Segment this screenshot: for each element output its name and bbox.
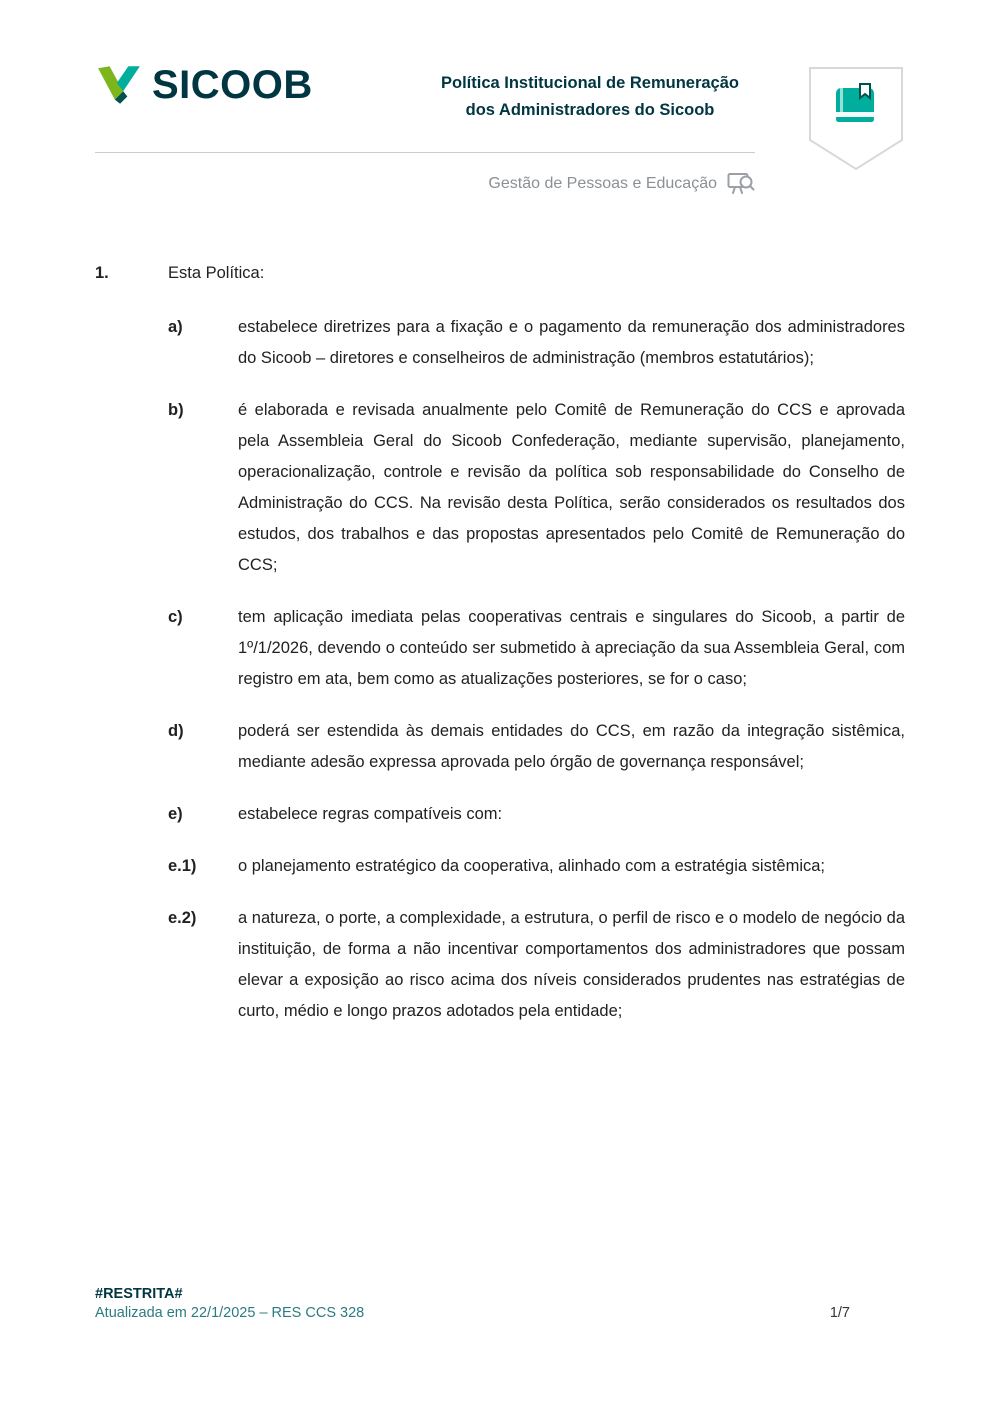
department-line — [95, 172, 755, 196]
policy-item-d — [168, 716, 905, 778]
policy-item-label: e.1) — [168, 857, 197, 875]
department-label: Gestão de Pessoas e Educação — [488, 175, 717, 192]
policy-item-label: b) — [168, 401, 184, 419]
policy-item-text: estabelece regras compatíveis com: — [238, 805, 503, 823]
sicoob-logo-text: SICOOB — [152, 63, 313, 107]
policy-item-label: e) — [168, 805, 183, 823]
policy-item-c — [168, 602, 905, 695]
sicoob-logo-icon — [95, 64, 143, 106]
document-title-line1: Política Institucional de Remuneração — [441, 74, 739, 92]
policy-item-text: tem aplicação imediata pelas cooperativas centrais e singulares do Sicoob, a partir de 1º/1/2026, devendo o conteúdo ser submetido à apreciação da sua Assembleia Geral, com registro em ata, bem como as atualizações posteriores, se for o caso; — [238, 608, 905, 688]
policy-item-text: é elaborada e revisada anualmente pelo Comitê de Remuneração do CCS e aprovada pela Assembleia Geral do Sicoob Confederação, mediante supervisão, planejamento, operacionalização, controle e revisão da política sob responsabilidade do Conselho de Administração do CCS. Na revisão desta Política, serão considerados os resultados dos estudos, dos trabalhos e das propostas apresentados pelo Comitê de Remuneração do CCS; — [238, 401, 905, 574]
header-divider — [95, 152, 755, 153]
document-title-line2: dos Administradores do Sicoob — [465, 101, 715, 119]
bookmark-badge-shape — [808, 66, 904, 172]
sicoob-logo — [95, 64, 313, 106]
page-footer — [95, 1286, 905, 1321]
section-title: Esta Política: — [168, 264, 265, 282]
policy-item-text: poderá ser estendida às demais entidades do CCS, em razão da integração sistêmica, mediante adesão expressa aprovada pelo órgão de governança responsável; — [238, 722, 905, 771]
page-number: 1/7 — [829, 1305, 850, 1321]
section-heading — [95, 258, 905, 289]
policy-item-e1 — [168, 851, 905, 882]
section-number: 1. — [95, 264, 109, 282]
policy-item-e — [168, 799, 905, 830]
bookmark-badge — [808, 66, 904, 172]
policy-item-label: a) — [168, 318, 183, 336]
policy-item-label: e.2) — [168, 909, 197, 927]
policy-item-a — [168, 312, 905, 374]
policy-item-label: d) — [168, 722, 184, 740]
policy-item-text: estabelece diretrizes para a fixação e o pagamento da remuneração dos administradores do Sicoob – diretores e conselheiros de administração (membros estatutários); — [238, 318, 905, 367]
policy-item-text: o planejamento estratégico da cooperativa, alinhado com a estratégia sistêmica; — [238, 857, 826, 875]
presentation-screen-icon — [727, 172, 755, 196]
policy-item-b — [168, 395, 905, 581]
document-title — [380, 70, 800, 124]
book-icon — [836, 84, 874, 122]
classification-label: #RESTRITA# — [95, 1286, 183, 1302]
document-body — [95, 258, 905, 1048]
policy-item-text: a natureza, o porte, a complexidade, a estrutura, o perfil de risco e o modelo de negócio da instituição, de forma a não incentivar comportamentos dos administradores que possam elevar a exposição ao risco acima dos níveis considerados prudentes nas estratégias de curto, médio e longo prazos adotados pela entidade; — [238, 909, 905, 1020]
policy-item-label: c) — [168, 608, 183, 626]
updated-label: Atualizada em 22/1/2025 – RES CCS 328 — [95, 1305, 365, 1321]
policy-item-e2 — [168, 903, 905, 1027]
